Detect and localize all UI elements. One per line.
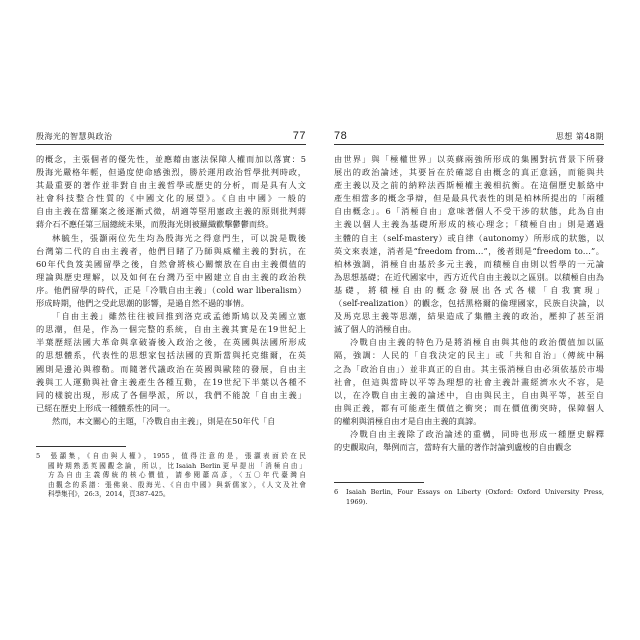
footnote-line bbox=[36, 462, 306, 472]
left-page bbox=[36, 126, 306, 522]
footnote-text: 科學集刊》，26:3，2014，頁387-425。 bbox=[48, 490, 170, 499]
footnote-text: 由觀念的系譜：張佛泉、殷海光、《自由中國》與新儒家〉，《人文及社會 bbox=[48, 480, 306, 489]
running-title: 思想 第48期 bbox=[555, 132, 604, 141]
page-number: 77 bbox=[292, 130, 306, 142]
footnote-text: Isaiah Berlin, Four Essays on Liberty (Oxford: Oxford University Press, bbox=[346, 488, 604, 496]
text-line: 展出的政治論述，其要旨在於確認自由概念的真正意涵，而能與共 bbox=[334, 167, 604, 178]
text-line: 「自由主義」雖然往往被回推到洛克或孟德斯鳩以及美國立憲 bbox=[52, 311, 306, 322]
text-line: 以，在冷戰自由主義的論述中，自由與民主，自由與平等，甚至自 bbox=[334, 389, 604, 400]
text-line: 台灣第二代的自由主義者，他們目睹了乃師與威權主義的對抗，在 bbox=[36, 245, 306, 256]
text-line: 已經在歷史上形成一種體系性的同一。 bbox=[36, 402, 176, 413]
left-footnotes bbox=[36, 452, 306, 500]
footnote-text: 1969). bbox=[346, 497, 368, 506]
text-line: 主體的自主（self-mastery）或自律（autonomy）所形成的狀態，以 bbox=[334, 232, 604, 243]
text-line: 冷戰自由主義除了政治論述的重構，同時也形成一種歷史解釋 bbox=[350, 428, 604, 439]
text-line: 社會科技整合性質的《中國文化的展望》。《自由中國》一般的 bbox=[36, 193, 306, 204]
footnote-line bbox=[334, 488, 604, 498]
left-body-text bbox=[36, 153, 306, 428]
text-line: 之為「政治自由」）並非真正的自由。其主張消極自由必須依基於市場 bbox=[334, 363, 604, 374]
footnote-text: 國時期熟悉英國觀念論，所以，比Isaiah Berlin更早提出「消極自由」 bbox=[48, 461, 306, 470]
right-footnotes bbox=[334, 488, 604, 507]
text-line: 隔，強調：人民的「自我決定的民主」或「共和自治」（傳統中稱 bbox=[334, 350, 604, 361]
text-line: 及馬克思主義等思潮，結果造成了集體主義的政治，壓抑了甚至消 bbox=[334, 311, 604, 322]
text-line: 產主義以及之前的納粹法西斯極權主義相抗衡。在這個歷史脈絡中 bbox=[334, 180, 604, 191]
text-line: 的權利與消極自由才是自由主義的真諦。 bbox=[334, 415, 482, 426]
text-line: 序。他們留學的時代，正是「冷戰自由主義」（cold war liberalism） bbox=[36, 284, 306, 295]
right-page-header bbox=[334, 126, 604, 145]
footnote-number: 5 bbox=[36, 452, 41, 460]
text-line: （self-realization）的觀念，包括黑格爾的倫理國家，民族自決論，以 bbox=[334, 298, 604, 309]
text-line: 基礎，將積極自由的概念發展出各式各樣「自我實現」 bbox=[334, 284, 604, 295]
footnote-divider bbox=[334, 482, 424, 483]
text-line: 社會，但這與當時以平等為理想的社會主義計畫經濟水火不容，是 bbox=[334, 376, 604, 387]
text-line: 冷戰自由主義的特色乃是將消極自由與其他的政治價值加以區 bbox=[350, 337, 604, 348]
footnote-line bbox=[36, 452, 306, 462]
text-line: 形成時期，他們之受此思潮的影響，是過自然不過的事情。 bbox=[36, 298, 249, 309]
text-line: 由與正義，都有可能產生價值之衝突；而在價值衝突時，保障個人 bbox=[334, 402, 604, 413]
text-line: 產生相當多的概念爭辯，但是最具代表性的則是柏林所提出的「兩種 bbox=[334, 193, 604, 204]
text-line: 60年代負笈美國留學之後，自然會將核心關懷放在自由主義價值的 bbox=[36, 258, 306, 269]
footnote-line bbox=[36, 490, 306, 500]
text-line: 英文來表達，消者是“freedom from…”，後者則是“freedom to…”。 bbox=[334, 245, 604, 256]
text-line: 由世界」與「極權世界」以英蘇兩強所形成的集團對抗背景下所發 bbox=[334, 154, 604, 164]
text-line: 為思想基礎；在近代國家中，西方近代自由主義以之區別。以積極自由為 bbox=[334, 271, 604, 282]
book-spread bbox=[36, 126, 604, 522]
footnote-text: 張灝集，《自由與人權》，1955，值得注意的是，張灝表面於在民 bbox=[48, 452, 306, 460]
text-line: 然而，本文關心的主題，「冷戰自由主義」，則是在50年代「自 bbox=[52, 415, 276, 426]
text-line: 的史觀取向，舉例而言，當時有大量的著作討論到盧梭的自由觀念 bbox=[334, 442, 572, 453]
text-line: 的思潮，但是，作為一個完整的系統，自由主義其實是在19世紀上 bbox=[36, 324, 306, 335]
footnote-line bbox=[36, 481, 306, 491]
footnote-line bbox=[36, 471, 306, 481]
text-line: 的思想體系，代表性的思想家包括法國的貢斯當與托克維爾，在英 bbox=[36, 350, 306, 361]
text-line: 自由主義在當羅案之後逐漸式微，胡適等堅用憲政主義的原則批判蔣 bbox=[36, 206, 306, 217]
left-page-header bbox=[36, 126, 306, 145]
text-line: 林毓生，張灝兩位先生均為殷海光之得意門生，可以說是戰後 bbox=[52, 232, 306, 243]
text-line: 自由概念」。6「消極自由」意味著個人不受干涉的狀態，此為自由 bbox=[334, 206, 604, 217]
text-line: 蔣介石不應任第三屆總統未果，而殷海光則被羅織歡擊鬱鬱而終。 bbox=[36, 219, 274, 230]
text-line: 義與工人運動與社會主義產生各種互動，在19世紀下半葉以各種不 bbox=[36, 376, 306, 387]
right-page bbox=[334, 126, 604, 522]
text-line: 主義以個人主義為基礎所形成的核心理念；「積極自由」則是邁過 bbox=[334, 219, 604, 230]
page-number: 78 bbox=[334, 130, 348, 142]
right-body-text bbox=[334, 153, 604, 454]
footnote-line bbox=[334, 498, 604, 508]
text-line: 半葉歷經法國大革命與拿破崙後入政治之後，在英國與法國所形成 bbox=[36, 337, 306, 348]
footnote-number: 6 bbox=[334, 488, 339, 496]
text-line: 其最重要的著作並非對自由主義哲學或歷史的分析，而是具有人文 bbox=[36, 180, 306, 191]
text-line: 的概念，主張個者的優先性，並應藉由憲法保障人權而加以落實：5 bbox=[36, 154, 306, 164]
running-title: 殷海光的智慧與政治 bbox=[36, 132, 113, 141]
footnote-divider bbox=[36, 446, 126, 447]
text-line: 國則是邊沁與穆勒。而隨著代議政治在英國與歐陸的發展，自由主 bbox=[36, 363, 306, 374]
text-line: 理論與歷史理解，以及如何在台灣乃至中國建立自由主義的政治秩 bbox=[36, 271, 306, 282]
footnote-text: 方為自由主義傳統的核心價值，請參閱蕭高彥，〈五〇年代臺灣自 bbox=[48, 471, 306, 480]
text-line: 同的樣貌出現，形成了各個學派，所以，我們不能說「自由主義」 bbox=[36, 389, 306, 400]
text-line: 殷海光嚴格年輕，但過度使命感強烈，勝於運用政治哲學批判時政， bbox=[36, 167, 306, 178]
text-line: 柏林強調，消極自由基於多元主義，而積極自由則以哲學的一元論 bbox=[334, 258, 604, 269]
text-line: 滅了個人的消極自由。 bbox=[334, 324, 416, 335]
